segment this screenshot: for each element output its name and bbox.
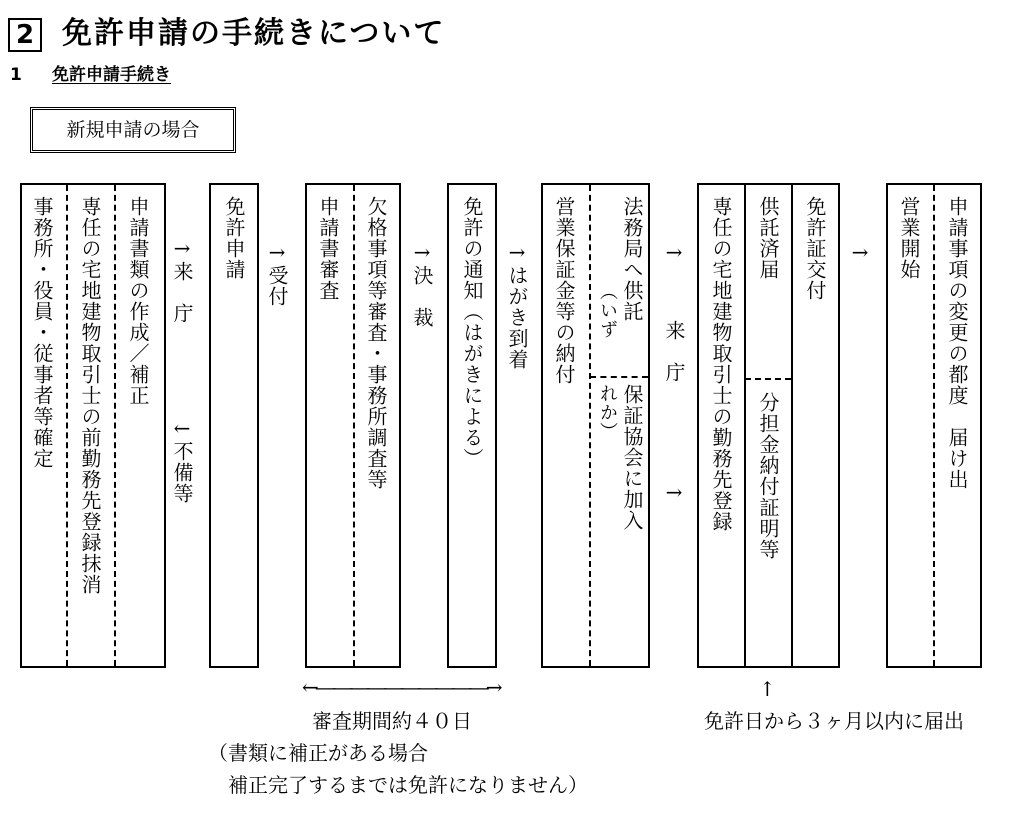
divider <box>933 185 935 666</box>
arrow-postcard-arrival: →はがき到着 <box>505 240 529 370</box>
arrow-visit-office: 来 庁 <box>662 320 686 383</box>
case-label: 新規申請の場合 <box>30 107 236 153</box>
step-deposit-notice: 供託済届 <box>756 196 780 280</box>
step-register-workplace: 専任の宅地建物取引士の勤務先登録 <box>709 196 733 532</box>
step-contribution-certificate: 分担金納付証明等 <box>756 392 780 560</box>
option-guarantee-association: 保証協会に加入 <box>620 384 644 531</box>
step-prepare-documents: 申請書類の作成／補正 <box>126 196 150 406</box>
divider <box>353 185 355 666</box>
option-legal-affairs-deposit: 法務局へ供託 <box>620 196 644 322</box>
arrow: → <box>848 240 872 265</box>
subsection-number: 1 <box>10 65 22 85</box>
divider <box>114 185 116 666</box>
step-license-application: 免許申請 <box>222 196 246 280</box>
arrow: → <box>662 480 686 505</box>
review-note: 補正完了するまでは免許になりません） <box>228 773 588 797</box>
divider <box>791 185 793 666</box>
arrow: → <box>662 240 686 265</box>
option-either-note: れか） <box>597 384 618 441</box>
step-deregister-previous-employment: 専任の宅地建物取引士の前勤務先登録抹消 <box>78 196 102 595</box>
step-security-deposit: 営業保証金等の納付 <box>552 196 576 385</box>
divider <box>66 185 68 666</box>
step-start-business: 営業開始 <box>897 196 921 280</box>
step-confirm-office-staff: 事務所・役員・従事者等確定 <box>30 196 54 469</box>
divider <box>590 376 648 378</box>
divider <box>745 378 791 380</box>
review-period: 審査期間約４０日 <box>312 709 472 733</box>
section-number: 2 <box>8 18 42 52</box>
divider <box>744 185 746 666</box>
arrow-back-deficiency: ←不備等 <box>170 416 194 504</box>
option-either-note: （いず <box>597 282 618 339</box>
subsection-title: 免許申請手続き <box>52 65 171 85</box>
subsection-heading <box>10 64 171 86</box>
arrow-approval: →決 裁 <box>410 240 434 328</box>
deadline-arrow: ↑ <box>759 677 776 701</box>
page-title: 免許申請の手続きについて <box>62 16 446 51</box>
review-period-arrow: ←――――――――――→ <box>302 675 500 699</box>
step-disqualification-office-check: 欠格事項等審査・事務所調査等 <box>364 196 388 490</box>
step-document-review: 申請書審査 <box>316 196 340 301</box>
divider <box>589 185 591 666</box>
review-note: （書類に補正がある場合 <box>208 741 428 765</box>
arrow-visit-office: →来 庁 <box>170 236 194 324</box>
step-license-notice: 免許の通知（はがきによる） <box>460 196 484 469</box>
arrow-receipt: →受付 <box>265 240 289 307</box>
deadline-note: 免許日から３ヶ月以内に届出 <box>704 709 964 733</box>
step-report-changes: 申請事項の変更の都度 届け出 <box>945 196 969 490</box>
step-license-issuance: 免許証交付 <box>803 196 827 301</box>
